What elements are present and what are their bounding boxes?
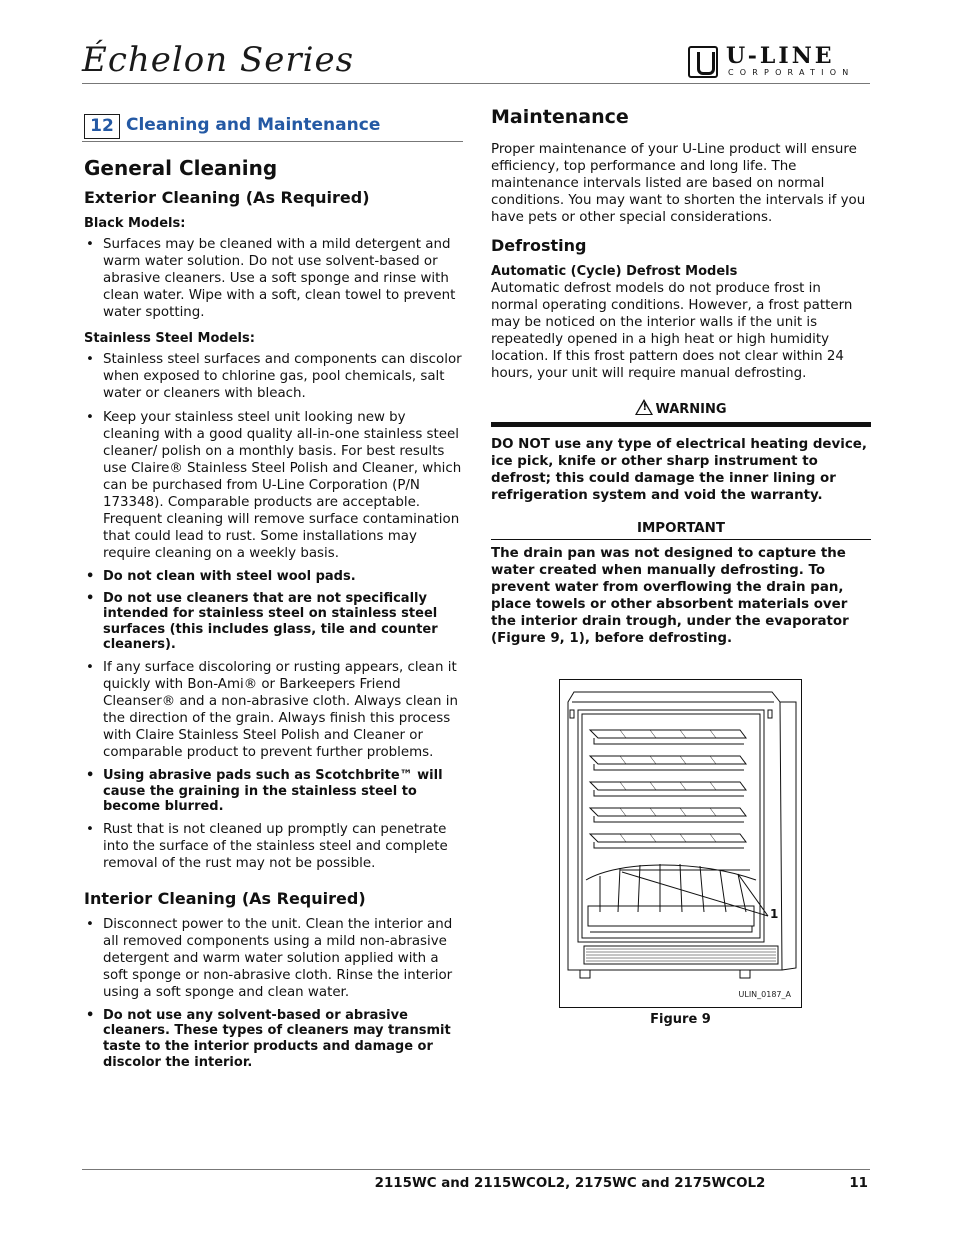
list-item: • Do not clean with steel wool pads.	[84, 569, 464, 585]
list-item: • Stainless steel surfaces and components can discolor when exposed to chlorine gas, pool chemicals, salt water or cleaners with bleach.	[84, 351, 464, 402]
list-item: • Do not use cleaners that are not specifically intended for stainless steel on stainless steel surfaces (this includes glass, tile and counter cleaners).	[84, 591, 464, 653]
stainless-models-list	[84, 351, 464, 872]
list-item: • Keep your stainless steel unit looking new by cleaning with a good quality all-in-one stainless steel cleaner/ polish on a monthly basis. For best results use Claire® Stainless Steel Polish and Cleaner, which can be purchased from U-Line Corporation (P/N 173348). Comparable products are acceptable. Frequent cleaning will remove surface contamination that could lead to rust. Some installations may require cleaning on a weekly basis.	[84, 409, 464, 562]
list-item: • If any surface discoloring or rusting appears, clean it quickly with Bon-Ami® or Barkeepers Friend Cleanser® and a non-abrasive cloth. Always clean in the direction of the grain. Always finish this process with Claire Stainless Steel Polish and Cleaner or comparable product to prevent further problems.	[84, 659, 464, 761]
shelves	[590, 730, 746, 848]
defrosting-heading: Defrosting	[491, 236, 587, 255]
auto-defrost-heading: Automatic (Cycle) Defrost Models	[491, 264, 738, 279]
right-column	[491, 106, 871, 647]
section-title: Cleaning and Maintenance	[126, 115, 381, 135]
u-line-logo-mark-icon	[688, 46, 718, 78]
black-models-list	[84, 236, 464, 321]
auto-defrost-text: Automatic defrost models do not produce frost in normal operating conditions. However, a frost pattern may be noticed on the interior walls if the unit is repeatedly opened in a high heat or high humidity location. If this frost pattern does not clear within 24 hours, your unit will require manual defrosting.	[491, 281, 853, 381]
header-divider	[82, 83, 870, 84]
warning-header	[491, 399, 871, 427]
warning-text: DO NOT use any type of electrical heating device, ice pick, knife or other sharp instrument to defrost; this could damage the inner lining or refrigeration system and void the warranty.	[491, 437, 867, 503]
general-cleaning-heading: General Cleaning	[84, 156, 278, 180]
figure-callout: 1	[770, 907, 779, 921]
u-line-logo	[688, 43, 874, 80]
footer-divider	[82, 1169, 870, 1170]
list-item: • Using abrasive pads such as Scotchbrite™ will cause the graining in the stainless steel to become blurred.	[84, 768, 464, 815]
page-number: 11	[849, 1176, 868, 1191]
interior-cleaning-list	[84, 916, 464, 1070]
logo-name: U-LINE	[726, 43, 835, 69]
stainless-models-heading: Stainless Steel Models:	[84, 331, 255, 346]
footer-models: 2115WC and 2115WCOL2, 2175WC and 2175WCOL2	[374, 1176, 766, 1191]
list-item: • Surfaces may be cleaned with a mild detergent and warm water solution. Do not use solvent-based or abrasive cleaners. Use a soft sponge and rinse with clean water. Wipe with a soft, clean towel to prevent water spotting.	[84, 236, 464, 321]
series-title: Échelon Series	[82, 40, 355, 80]
wine-cooler-illustration	[560, 680, 800, 1006]
important-text: The drain pan was not designed to capture the water created when manually defrosting. To prevent water from overflowing the drain pan, place towels or other absorbent materials over the interior drain trough, under the evaporator (Figure 9, 1), before defrosting.	[491, 546, 849, 646]
exterior-cleaning-heading: Exterior Cleaning (As Required)	[84, 188, 370, 207]
figure-image-id: ULIN_0187_A	[738, 990, 791, 999]
warning-box	[491, 399, 871, 504]
warning-label: WARNING	[655, 402, 727, 417]
figure-caption: Figure 9	[650, 1012, 711, 1027]
maintenance-heading: Maintenance	[491, 106, 629, 128]
important-header: IMPORTANT	[491, 521, 871, 540]
left-column	[84, 156, 464, 1070]
black-models-heading: Black Models:	[84, 216, 186, 231]
list-item: • Rust that is not cleaned up promptly can penetrate into the surface of the stainless steel and complete removal of the rust may not be possible.	[84, 821, 464, 872]
interior-cleaning-heading: Interior Cleaning (As Required)	[84, 888, 366, 908]
list-item: • Do not use any solvent-based or abrasive cleaners. These types of cleaners may transmit taste to the interior products and damage or discolor the interior.	[84, 1008, 464, 1070]
warning-triangle-icon: !	[635, 399, 653, 415]
section-tag	[82, 112, 463, 142]
maintenance-text: Proper maintenance of your U-Line product will ensure efficiency, top performance and long life. The maintenance intervals listed are based on normal conditions. You may want to shorten the intervals if you have pets or other special considerations.	[491, 142, 866, 225]
list-item: • Disconnect power to the unit. Clean the interior and all removed components using a mild non-abrasive detergent and warm water solution applied with a soft sponge or non-abrasive cloth. Rinse the interior using a soft sponge and clean water.	[84, 916, 464, 1001]
figure-9	[559, 679, 802, 1008]
important-box	[491, 521, 871, 647]
logo-sub: CORPORATION	[728, 68, 855, 77]
section-number: 12	[84, 114, 120, 139]
